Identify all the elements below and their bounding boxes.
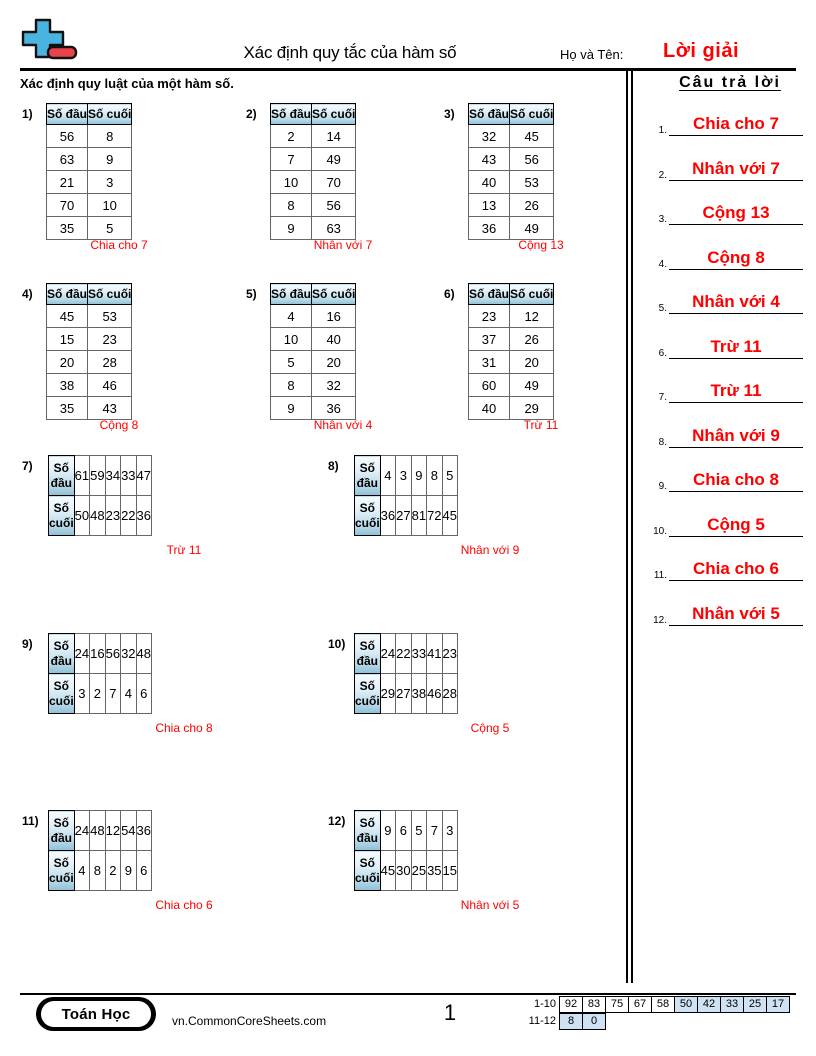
cell-output: 8: [88, 125, 132, 148]
cell-output: 12: [510, 305, 554, 328]
table-header-row: [271, 104, 356, 125]
problem-answer: Cộng 13: [518, 238, 564, 252]
cell-input: 5: [411, 811, 426, 851]
table-row: [271, 194, 356, 217]
answer-value: Nhân với 7: [692, 158, 780, 178]
problem-answer: Trừ 11: [523, 418, 559, 432]
cell-output: 4: [121, 674, 136, 714]
header-output: Số cuối: [312, 104, 356, 125]
cell-output: 9: [88, 148, 132, 171]
table-row-input: [49, 456, 152, 496]
score-range-label: 11-12: [528, 1015, 556, 1027]
answer-row: [645, 513, 803, 537]
answer-number: 7.: [658, 392, 667, 403]
cell-input: 32: [121, 634, 136, 674]
table-header-row: [469, 284, 554, 305]
cell-input: 24: [380, 634, 395, 674]
cell-output: 2: [90, 674, 105, 714]
answer-row: [645, 602, 803, 626]
cell-output: 9: [121, 851, 136, 891]
table-header-row: [271, 284, 356, 305]
problem-answer: Trừ 11: [166, 543, 202, 557]
cell-output: 53: [88, 305, 132, 328]
cell-input: 8: [271, 374, 312, 397]
table-row-output: [355, 496, 458, 536]
cell-output: 8: [90, 851, 105, 891]
cell-input: 24: [74, 811, 89, 851]
answer-row: [645, 290, 803, 314]
cell-input: 56: [105, 634, 120, 674]
problem-answer: Nhân với 7: [313, 238, 373, 252]
problem-number: 10): [328, 637, 346, 651]
cell-input: 45: [47, 305, 88, 328]
cell-output: 81: [411, 496, 426, 536]
cell-input: 9: [271, 217, 312, 240]
cell-input: 3: [396, 456, 411, 496]
problem-number: 3): [444, 107, 455, 121]
problem-number: 7): [22, 459, 33, 473]
table-header-row: [47, 104, 132, 125]
cell-output: 2: [105, 851, 120, 891]
cell-input: 60: [469, 374, 510, 397]
cell-output: 29: [510, 397, 554, 420]
answer-value: Nhân với 9: [692, 425, 780, 445]
cell-input: 35: [47, 217, 88, 240]
answer-value: Trừ 11: [710, 336, 762, 356]
function-table: [48, 810, 152, 891]
problem-answer: Chia cho 7: [90, 238, 148, 252]
table-row: [47, 217, 132, 240]
cell-input: 59: [90, 456, 105, 496]
problem-number: 1): [22, 107, 33, 121]
problem-number: 9): [22, 637, 33, 651]
vertical-divider-left: [626, 68, 628, 983]
cell-input: 10: [271, 328, 312, 351]
header-input: Số đầu: [271, 104, 312, 125]
header-input: Số đầu: [49, 811, 75, 851]
table-row: [271, 148, 356, 171]
table-row-input: [355, 456, 458, 496]
cell-input: 40: [469, 397, 510, 420]
answer-value: Cộng 13: [702, 203, 770, 222]
cell-input: 56: [47, 125, 88, 148]
answer-number: 3.: [658, 214, 667, 225]
table-row: [271, 397, 356, 420]
problem-answer: Chia cho 6: [155, 898, 213, 912]
cell-input: 31: [469, 351, 510, 374]
cell-output: 32: [312, 374, 356, 397]
table-row: [47, 374, 132, 397]
cell-output: 6: [136, 851, 151, 891]
score-table: [520, 996, 790, 1030]
table-row-input: [355, 634, 458, 674]
cell-output: 40: [312, 328, 356, 351]
cell-input: 9: [380, 811, 395, 851]
answer-column-title: Câu trả lời: [679, 74, 781, 91]
answer-number: 12.: [653, 614, 667, 626]
plus-minus-logo-icon: [20, 18, 78, 66]
table-row-output: [355, 851, 458, 891]
cell-input: 34: [105, 456, 120, 496]
table-row-output: [49, 851, 152, 891]
score-row: [520, 1013, 790, 1030]
cell-output: 70: [312, 171, 356, 194]
table-row: [271, 125, 356, 148]
name-value: Lời giải: [663, 40, 740, 62]
cell-output: 56: [312, 194, 356, 217]
answer-row: [645, 468, 803, 492]
cell-output: 28: [442, 674, 457, 714]
table-row: [47, 328, 132, 351]
cell-input: 4: [271, 305, 312, 328]
table-row: [271, 217, 356, 240]
cell-input: 70: [47, 194, 88, 217]
score-cell: 75: [605, 996, 629, 1013]
cell-output: 25: [411, 851, 426, 891]
header-input: Số đầu: [355, 811, 381, 851]
cell-input: 20: [47, 351, 88, 374]
cell-input: 32: [469, 125, 510, 148]
score-row: [520, 996, 790, 1013]
cell-output: 49: [510, 374, 554, 397]
problem-answer: Cộng 8: [99, 418, 139, 432]
footer-divider: [20, 993, 796, 995]
instruction-text: Xác định quy luật của một hàm số.: [20, 76, 234, 91]
cell-input: 40: [469, 171, 510, 194]
cell-output: 63: [312, 217, 356, 240]
answer-row: [645, 157, 803, 181]
table-row: [469, 374, 554, 397]
cell-output: 45: [442, 496, 457, 536]
cell-output: 15: [442, 851, 457, 891]
cell-output: 53: [510, 171, 554, 194]
answer-value: Chia cho 7: [693, 114, 779, 133]
function-table: [46, 283, 132, 420]
header-input: Số đầu: [469, 104, 510, 125]
answer-row: [645, 557, 803, 581]
cell-output: 3: [74, 674, 89, 714]
cell-input: 36: [136, 811, 151, 851]
cell-output: 6: [136, 674, 151, 714]
brand-badge: [36, 997, 156, 1031]
table-row: [47, 397, 132, 420]
problem-number: 11): [22, 814, 39, 828]
cell-output: 20: [312, 351, 356, 374]
score-cell: 42: [697, 996, 721, 1013]
header-output: Số cuối: [312, 284, 356, 305]
header-input: Số đầu: [355, 634, 381, 674]
problem-answer: Cộng 5: [470, 721, 510, 735]
cell-input: 61: [74, 456, 89, 496]
cell-output: 30: [396, 851, 411, 891]
header-output: Số cuối: [88, 284, 132, 305]
header-input: Số đầu: [271, 284, 312, 305]
score-cell: 17: [766, 996, 790, 1013]
cell-input: 48: [136, 634, 151, 674]
table-row: [47, 305, 132, 328]
answer-number: 1.: [658, 125, 667, 136]
table-row: [469, 397, 554, 420]
function-table: [270, 103, 356, 240]
header-output: Số cuối: [49, 851, 75, 891]
cell-output: 23: [105, 496, 120, 536]
table-row: [271, 328, 356, 351]
score-cell: 83: [582, 996, 606, 1013]
cell-output: 49: [312, 148, 356, 171]
function-table: [468, 103, 554, 240]
answer-row: [645, 424, 803, 448]
score-cell: 92: [559, 996, 583, 1013]
cell-input: 23: [442, 634, 457, 674]
cell-input: 21: [47, 171, 88, 194]
cell-output: 35: [427, 851, 442, 891]
table-row: [271, 351, 356, 374]
cell-input: 33: [121, 456, 136, 496]
cell-input: 24: [74, 634, 89, 674]
header-output: Số cuối: [49, 674, 75, 714]
function-table: [354, 810, 458, 891]
cell-output: 46: [88, 374, 132, 397]
problem-answer: Chia cho 8: [155, 721, 213, 735]
cell-output: 49: [510, 217, 554, 240]
cell-input: 5: [442, 456, 457, 496]
answer-number: 8.: [658, 436, 667, 448]
header-output: Số cuối: [355, 851, 381, 891]
cell-output: 5: [88, 217, 132, 240]
table-row: [469, 351, 554, 374]
vertical-divider-right: [631, 68, 633, 983]
cell-input: 9: [411, 456, 426, 496]
answer-number: 4.: [658, 258, 667, 270]
cell-input: 48: [90, 811, 105, 851]
answer-number: 11.: [653, 570, 667, 581]
cell-output: 22: [121, 496, 136, 536]
answer-row: [645, 112, 803, 136]
answer-row: [645, 201, 803, 225]
table-row: [469, 148, 554, 171]
cell-output: 14: [312, 125, 356, 148]
problem-number: 2): [246, 107, 257, 121]
table-row: [271, 305, 356, 328]
answer-value: Trừ 11: [710, 381, 762, 400]
cell-input: 2: [271, 125, 312, 148]
table-row: [47, 171, 132, 194]
cell-input: 3: [442, 811, 457, 851]
answer-value: Cộng 5: [707, 514, 765, 534]
score-cell: 25: [743, 996, 767, 1013]
cell-output: 23: [88, 328, 132, 351]
cell-input: 36: [469, 217, 510, 240]
cell-output: 16: [312, 305, 356, 328]
cell-output: 27: [396, 496, 411, 536]
function-table: [354, 633, 458, 714]
problem-number: 6): [444, 287, 455, 301]
header-output: Số cuối: [49, 496, 75, 536]
answer-value: Cộng 8: [707, 247, 765, 267]
score-cell: 0: [582, 1013, 606, 1030]
cell-input: 22: [396, 634, 411, 674]
cell-output: 4: [74, 851, 89, 891]
score-cell: 58: [651, 996, 675, 1013]
cell-input: 9: [271, 397, 312, 420]
header-output: Số cuối: [355, 496, 381, 536]
cell-output: 29: [380, 674, 395, 714]
score-range-label: 1-10: [533, 998, 556, 1010]
header-input: Số đầu: [47, 284, 88, 305]
page-header: [0, 0, 816, 72]
function-table: [46, 103, 132, 240]
header-input: Số đầu: [355, 456, 381, 496]
cell-output: 46: [427, 674, 442, 714]
table-row-input: [49, 634, 152, 674]
cell-output: 38: [411, 674, 426, 714]
cell-output: 72: [427, 496, 442, 536]
answer-value: Chia cho 6: [693, 559, 779, 578]
page-title: Xác định quy tắc của hàm số: [243, 43, 457, 62]
problem-answer: Nhân với 4: [313, 418, 373, 432]
cell-input: 37: [469, 328, 510, 351]
cell-input: 63: [47, 148, 88, 171]
cell-output: 45: [380, 851, 395, 891]
header-input: Số đầu: [469, 284, 510, 305]
cell-output: 7: [105, 674, 120, 714]
table-row: [469, 194, 554, 217]
cell-input: 33: [411, 634, 426, 674]
table-header-row: [469, 104, 554, 125]
problem-answer: Nhân với 5: [460, 898, 520, 912]
score-cell: 33: [720, 996, 744, 1013]
cell-output: 26: [510, 194, 554, 217]
header-output: Số cuối: [355, 674, 381, 714]
table-row-input: [49, 811, 152, 851]
cell-input: 7: [427, 811, 442, 851]
answer-number: 2.: [658, 169, 667, 181]
cell-output: 56: [510, 148, 554, 171]
table-row: [47, 125, 132, 148]
function-table: [48, 455, 152, 536]
header-input: Số đầu: [49, 634, 75, 674]
cell-input: 16: [90, 634, 105, 674]
table-row-output: [355, 674, 458, 714]
table-row-output: [49, 496, 152, 536]
cell-output: 28: [88, 351, 132, 374]
cell-input: 35: [47, 397, 88, 420]
site-url: vn.CommonCoreSheets.com: [172, 1014, 327, 1028]
table-row: [47, 148, 132, 171]
problem-answer: Nhân với 9: [460, 543, 520, 557]
cell-input: 38: [47, 374, 88, 397]
table-row: [469, 125, 554, 148]
score-cell: 8: [559, 1013, 583, 1030]
header-input: Số đầu: [47, 104, 88, 125]
header-output: Số cuối: [510, 284, 554, 305]
table-row: [469, 305, 554, 328]
problem-number: 8): [328, 459, 339, 473]
cell-output: 26: [510, 328, 554, 351]
page-number: 1: [443, 1000, 457, 1025]
cell-output: 36: [136, 496, 151, 536]
answer-number: 6.: [658, 347, 667, 359]
cell-output: 48: [90, 496, 105, 536]
cell-output: 3: [88, 171, 132, 194]
cell-input: 23: [469, 305, 510, 328]
cell-input: 8: [271, 194, 312, 217]
table-row: [469, 328, 554, 351]
answer-number: 5.: [658, 303, 667, 314]
cell-input: 43: [469, 148, 510, 171]
score-cell: 50: [674, 996, 698, 1013]
answer-value: Chia cho 8: [693, 470, 779, 489]
problem-number: 4): [22, 287, 33, 301]
cell-input: 15: [47, 328, 88, 351]
answer-row: [645, 335, 803, 359]
cell-output: 27: [396, 674, 411, 714]
problem-number: 5): [246, 287, 257, 301]
table-row: [469, 171, 554, 194]
table-row-input: [355, 811, 458, 851]
header-divider: [20, 68, 796, 71]
problem-number: 12): [328, 814, 346, 828]
answer-number: 9.: [658, 481, 667, 492]
name-label: Họ và Tên:: [560, 47, 624, 62]
cell-input: 6: [396, 811, 411, 851]
table-row: [469, 217, 554, 240]
score-cell: 67: [628, 996, 652, 1013]
cell-output: 50: [74, 496, 89, 536]
cell-input: 10: [271, 171, 312, 194]
cell-input: 8: [427, 456, 442, 496]
function-table: [354, 455, 458, 536]
cell-input: 7: [271, 148, 312, 171]
header-input: Số đầu: [49, 456, 75, 496]
function-table: [270, 283, 356, 420]
table-row-output: [49, 674, 152, 714]
cell-output: 36: [380, 496, 395, 536]
cell-output: 10: [88, 194, 132, 217]
cell-input: 47: [136, 456, 151, 496]
cell-input: 41: [427, 634, 442, 674]
answer-row: [645, 379, 803, 403]
cell-output: 45: [510, 125, 554, 148]
cell-output: 43: [88, 397, 132, 420]
table-row: [271, 171, 356, 194]
cell-input: 13: [469, 194, 510, 217]
cell-input: 12: [105, 811, 120, 851]
table-row: [271, 374, 356, 397]
function-table: [48, 633, 152, 714]
cell-input: 5: [271, 351, 312, 374]
answer-value: Nhân với 4: [692, 292, 780, 311]
cell-output: 36: [312, 397, 356, 420]
header-output: Số cuối: [510, 104, 554, 125]
function-table: [468, 283, 554, 420]
header-output: Số cuối: [88, 104, 132, 125]
answer-row: [645, 246, 803, 270]
cell-input: 54: [121, 811, 136, 851]
cell-input: 4: [380, 456, 395, 496]
answer-number: 10.: [653, 525, 667, 537]
cell-output: 20: [510, 351, 554, 374]
table-header-row: [47, 284, 132, 305]
brand-badge-label: Toán Học: [41, 1001, 151, 1027]
answer-value: Nhân với 5: [692, 603, 780, 623]
table-row: [47, 194, 132, 217]
table-row: [47, 351, 132, 374]
